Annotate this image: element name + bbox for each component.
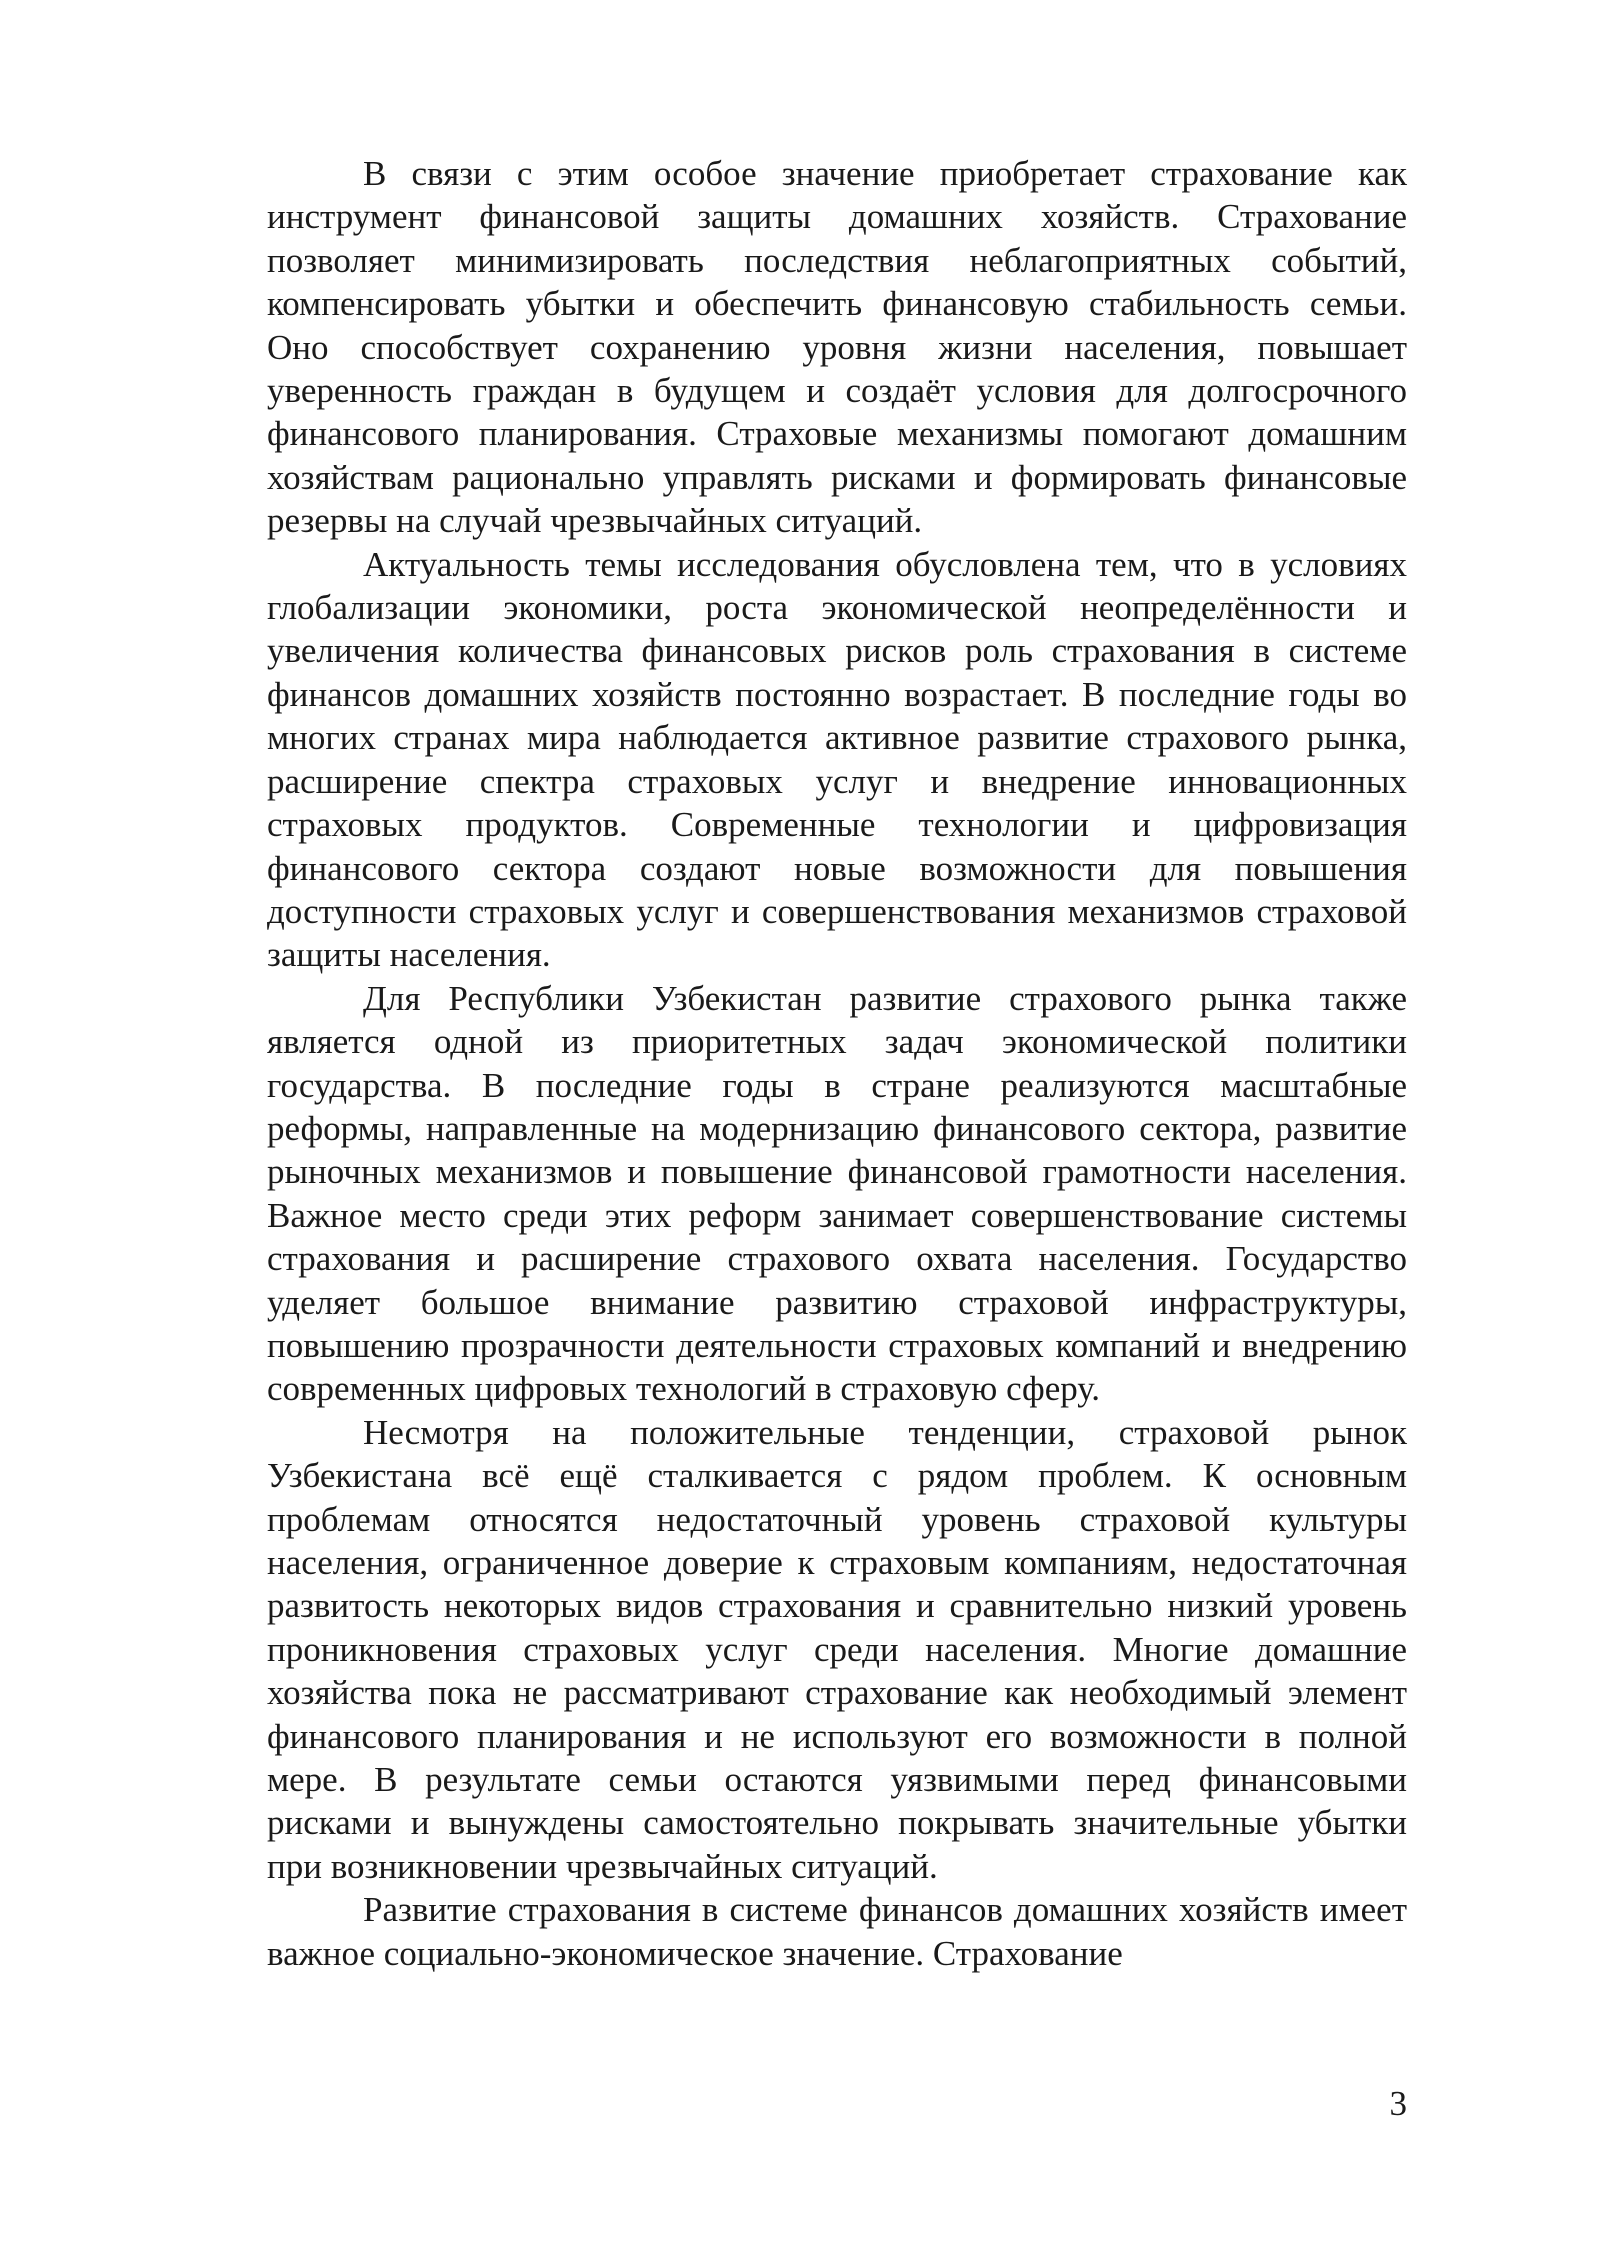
paragraph-3: Для Республики Узбекистан развитие страхового рынка также является одной из приоритетных задач экономической политики государства. В последние годы в стране реализуются масштабные реформы, направленные на модернизацию финансового сектора, развитие рыночных механизмов и повышение финансовой грамотности населения. Важное место среди этих реформ занимает совершенствование системы страхования и расширение страхового охвата населения. Государство уделяет большое внимание развитию страховой инфраструктуры, повышению прозрачности деятельности страховых компаний и внедрению современных цифровых технологий в страховую сферу. (267, 978, 1407, 1409)
paragraph-5: Развитие страхования в системе финансов домашних хозяйств имеет важное социально-экономическое значение. Страхование (267, 1890, 1407, 1973)
paragraph-1: В связи с этим особое значение приобретает страхование как инструмент финансовой защиты домашних хозяйств. Страхование позволяет минимизировать последствия неблагоприятных событий, компенсировать убытки и обеспечить финансовую стабильность семьи. Оно способствует сохранению уровня жизни населения, повышает уверенность граждан в будущем и создаёт условия для долгосрочного финансового планирования. Страховые механизмы помогают домашним хозяйствам рационально управлять рисками и формировать финансовые резервы на случай чрезвычайных ситуаций. (267, 154, 1407, 541)
paragraph-2: Актуальность темы исследования обусловлена тем, что в условиях глобализации экономики, роста экономической неопределённости и увеличения количества финансовых рисков роль страхования в системе финансов домашних хозяйств постоянно возрастает. В последние годы во многих странах мира наблюдается активное развитие страхового рынка, расширение спектра страховых услуг и внедрение инновационных страховых продуктов. Современные технологии и цифровизация финансового сектора создают новые возможности для повышения доступности страховых услуг и совершенствования механизмов страховой защиты населения. (267, 544, 1407, 975)
body-text (267, 152, 1407, 1975)
page-number: 3 (1389, 2084, 1407, 2123)
paragraph-4: Несмотря на положительные тенденции, страховой рынок Узбекистана всё ещё сталкивается с рядом проблем. К основным проблемам относятся недостаточный уровень страховой культуры населения, ограниченное доверие к страховым компаниям, недостаточная развитость некоторых видов страхования и сравнительно низкий уровень проникновения страховых услуг среди населения. Многие домашние хозяйства пока не рассматривают страхование как необходимый элемент финансового планирования и не используют его возможности в полной мере. В результате семьи остаются уязвимыми перед финансовыми рисками и вынуждены самостоятельно покрывать значительные убытки при возникновении чрезвычайных ситуаций. (267, 1412, 1407, 1886)
